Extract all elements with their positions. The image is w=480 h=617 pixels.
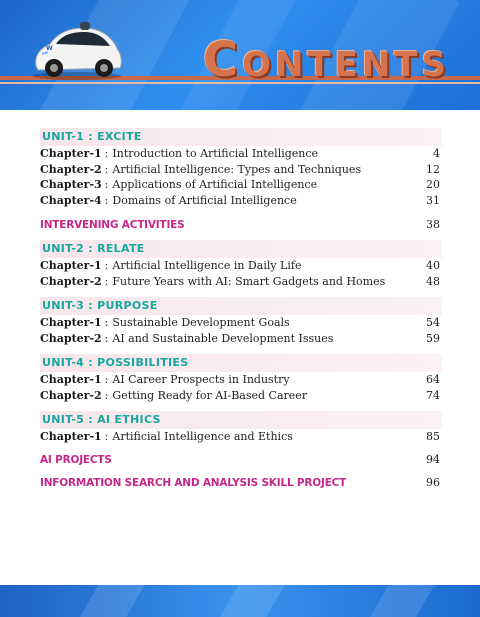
toc-entry[interactable]: Chapter-2 : Artificial Intelligence: Types and Techniques 12: [40, 162, 440, 176]
toc-entry[interactable]: Chapter-2 : Future Years with AI: Smart Gadgets and Homes 48: [40, 274, 440, 288]
svg-text:W: W: [46, 45, 53, 52]
page-number: 64: [426, 373, 440, 386]
section-entry[interactable]: INFORMATION SEARCH AND ANALYSIS SKILL PROJECT 96: [40, 474, 442, 492]
unit-heading: UNIT-3 : PURPOSE: [40, 297, 442, 315]
toc-entry[interactable]: Chapter-1 : AI Career Prospects in Industry 64: [40, 373, 440, 386]
section-entry[interactable]: INTERVENING ACTIVITIES 38: [40, 216, 442, 234]
page-title: CONTENTS: [202, 32, 450, 88]
page-number: 40: [426, 259, 440, 272]
page-number: 85: [426, 430, 440, 443]
page-number: 12: [426, 162, 440, 176]
page-number: 20: [426, 178, 440, 191]
toc-entry[interactable]: Chapter-3 : Applications of Artificial Intelligence 20: [40, 178, 440, 191]
page-number: 48: [426, 274, 440, 288]
header-banner: [0, 0, 480, 110]
toc-entry[interactable]: Chapter-2 : Getting Ready for AI-Based Career 74: [40, 388, 440, 402]
footer-banner: [0, 585, 480, 617]
toc-entry[interactable]: Chapter-1 : Introduction to Artificial Intelligence 4: [40, 147, 440, 160]
toc-entry[interactable]: Chapter-1 : Sustainable Development Goals 54: [40, 316, 440, 329]
page-number: 94: [426, 452, 440, 466]
toc-entry[interactable]: Chapter-2 : AI and Sustainable Development Issues 59: [40, 331, 440, 345]
page-number: 96: [426, 475, 440, 489]
unit-heading: UNIT-5 : AI ETHICS: [40, 411, 442, 429]
self-driving-car-icon: [30, 22, 125, 82]
page-number: 31: [426, 193, 440, 207]
page-number: 59: [426, 331, 440, 345]
unit-heading: UNIT-1 : EXCITE: [40, 128, 442, 146]
section-entry[interactable]: AI PROJECTS 94: [40, 451, 442, 469]
page-number: 4: [433, 147, 440, 160]
page-number: 38: [426, 218, 440, 231]
table-of-contents: [40, 128, 442, 492]
page-number: 54: [426, 316, 440, 329]
toc-entry[interactable]: Chapter-1 : Artificial Intelligence and Ethics 85: [40, 430, 440, 443]
toc-entry[interactable]: Chapter-1 : Artificial Intelligence in Daily Life 40: [40, 259, 440, 272]
page-number: 74: [426, 388, 440, 402]
unit-heading: UNIT-2 : RELATE: [40, 240, 442, 258]
toc-entry[interactable]: Chapter-4 : Domains of Artificial Intelligence 31: [40, 193, 440, 207]
unit-heading: UNIT-4 : POSSIBILITIES: [40, 354, 442, 372]
